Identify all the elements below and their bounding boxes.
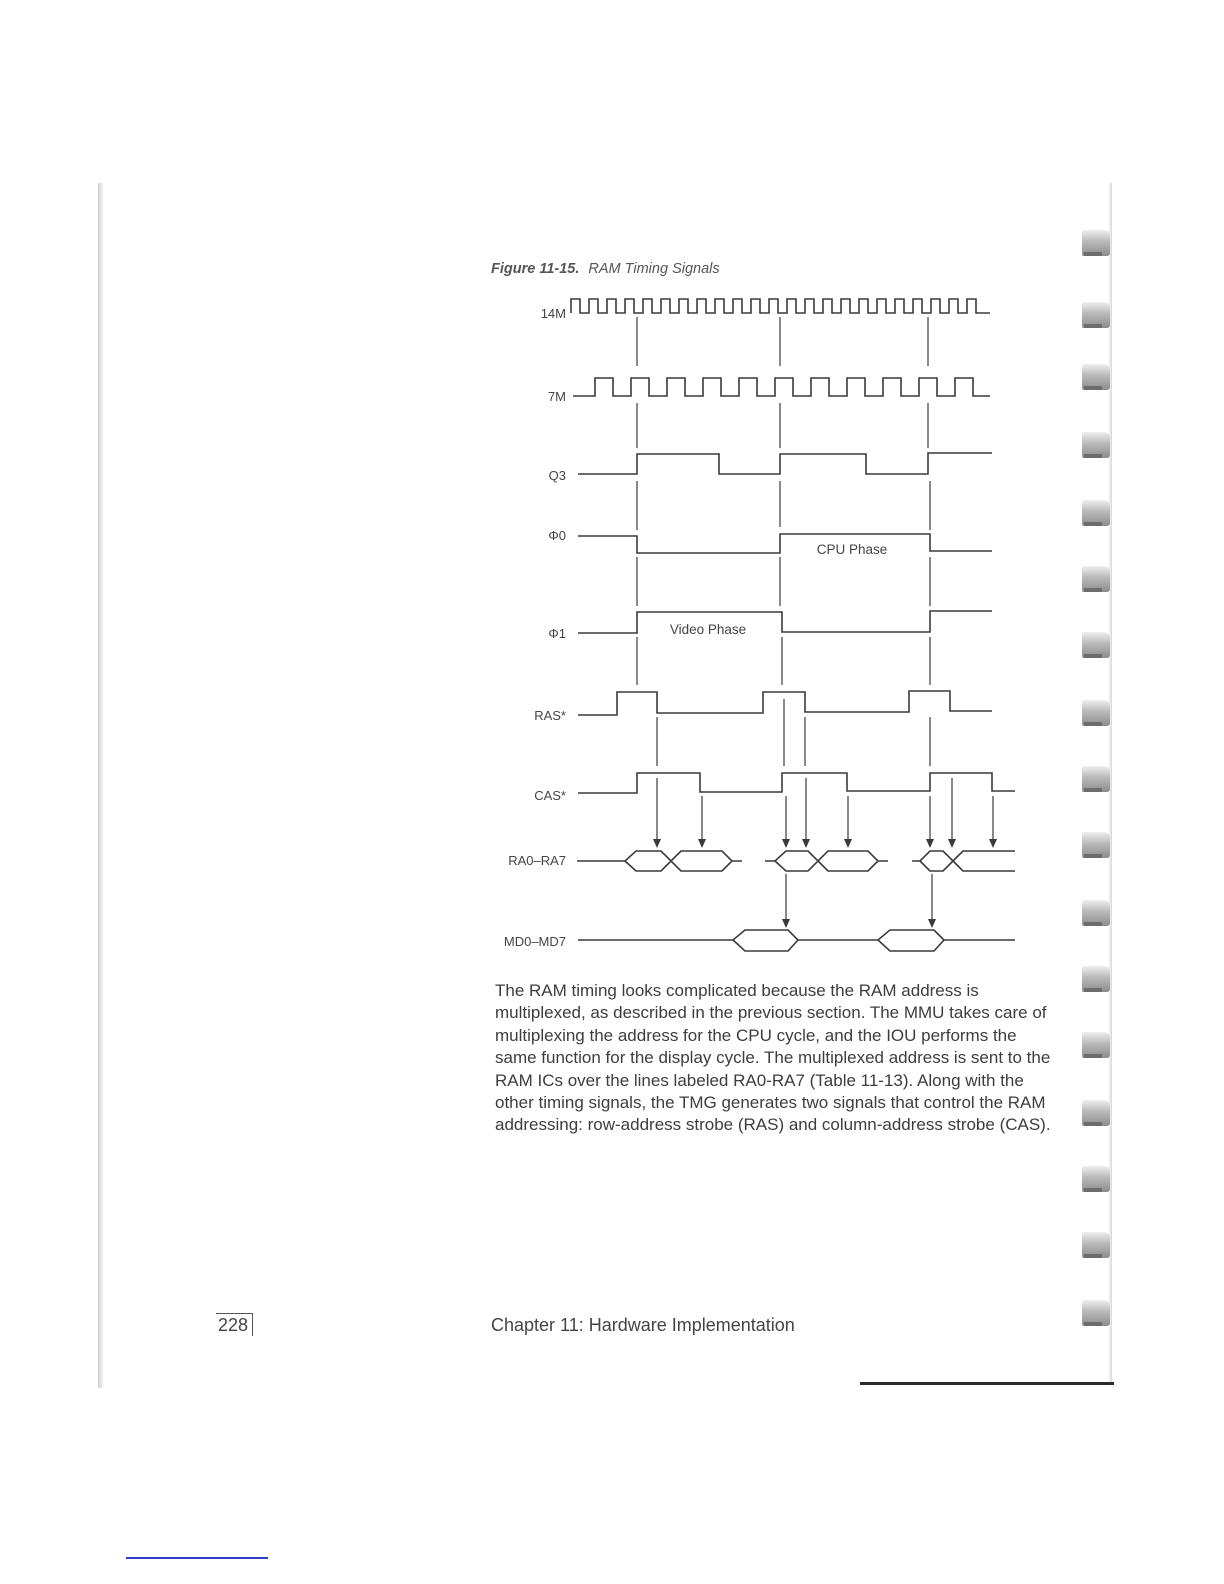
page-edge-bottom: [860, 1382, 1114, 1385]
signal-label-7m: 7M: [547, 389, 566, 404]
page-number: 228: [216, 1313, 253, 1336]
arrow-head-icon: [928, 919, 936, 928]
arrow-head-icon: [782, 919, 790, 928]
arrow-head-icon: [844, 839, 852, 848]
figure-number: Figure 11-15.: [491, 261, 580, 277]
signal-label-ras: RAS*: [534, 708, 566, 723]
signal-label-phi0: Φ0: [548, 528, 566, 543]
arrow-head-icon: [802, 839, 810, 848]
binding-ring: [1082, 1100, 1110, 1126]
binding-ring: [1082, 1300, 1110, 1326]
waveform-phi0: [578, 534, 992, 553]
strobe-arrows: [657, 778, 993, 921]
binding-ring: [1082, 1032, 1110, 1058]
waveform-cas: [578, 773, 1015, 793]
body-paragraph: The RAM timing looks complicated because the RAM address is multiplexed, as described in the previous section. The MMU takes care of multiplexing the address for the CPU cycle, and the IOU performs the same function for the display cycle. The multiplexed address is sent to the RAM ICs over the lines labeled RA0-RA7 (Table 11-13). Along with the other timing signals, the TMG generates two signals that control the RAM addressing: row-address strobe (RAS) and column-address strobe (CAS).: [495, 981, 1051, 1135]
signal-label-q3: Q3: [548, 468, 566, 483]
waveform-q3: [578, 453, 992, 474]
arrow-head-icon: [653, 839, 661, 848]
waveform-phi1: [578, 611, 992, 633]
waveform-7m: [573, 378, 990, 396]
waveform-ra-bus: [577, 851, 1015, 871]
signal-label-14m: 14M: [540, 306, 566, 321]
waveform-14m: [571, 299, 990, 313]
binding-ring: [1082, 1166, 1110, 1192]
signal-label-md-bus: MD0–MD7: [503, 934, 566, 949]
waveform-ras: [578, 691, 992, 715]
signal-label-cas: CAS*: [534, 788, 566, 803]
waveform-md-bus: [578, 930, 1015, 951]
figure-title: RAM Timing Signals: [588, 261, 720, 277]
arrow-head-icon: [989, 839, 997, 848]
arrow-head-icon: [926, 839, 934, 848]
signal-label-phi1: Φ1: [548, 626, 566, 641]
page-footer-rule: [126, 1557, 268, 1559]
signal-label-ra-bus: RA0–RA7: [508, 853, 566, 868]
cpu-phase-label: CPU Phase: [816, 542, 888, 557]
arrow-head-icon: [948, 839, 956, 848]
arrow-head-icon: [698, 839, 706, 848]
video-phase-label: Video Phase: [669, 622, 747, 637]
arrow-head-icon: [782, 839, 790, 848]
binding-ring: [1082, 1232, 1110, 1258]
chapter-footer: Chapter 11: Hardware Implementation: [491, 1315, 795, 1335]
